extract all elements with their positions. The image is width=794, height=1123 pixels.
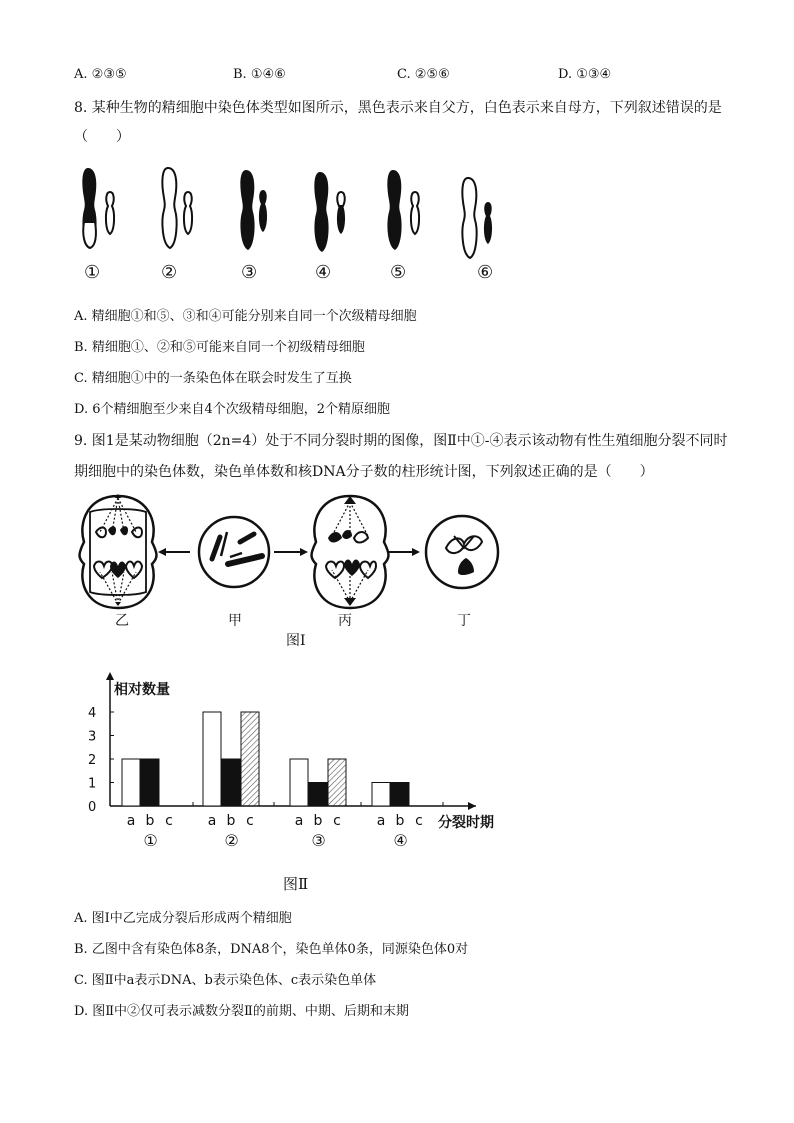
cell-label-2: ②	[161, 262, 178, 283]
cell-name-yi: 乙	[115, 613, 129, 629]
figure-1-caption: 图Ⅰ	[286, 633, 306, 649]
cell-yi	[80, 494, 157, 608]
bar-b	[141, 759, 159, 806]
figure-2-bar-chart	[80, 668, 520, 858]
q9-option-a: A. 图Ⅰ中乙完成分裂后形成两个精细胞	[74, 911, 292, 926]
x-axis-arrow	[468, 802, 476, 810]
sub-label-c: c	[246, 813, 254, 829]
bar-c	[328, 759, 346, 806]
q7-option-d: D. ①③④	[558, 67, 612, 82]
figure-2-caption: 图Ⅱ	[283, 875, 309, 893]
q9-stem-line1: 9. 图1是某动物细胞（2n=4）处于不同分裂时期的图像，图Ⅱ中①-④表示该动物有性生殖细胞分裂不同时	[74, 433, 728, 449]
bar-c	[241, 712, 259, 806]
bar-b	[222, 759, 240, 806]
x-axis-label: 分裂时期	[438, 815, 494, 831]
q7-option-b: B. ①④⑥	[233, 67, 286, 82]
cell-name-jia: 甲	[228, 613, 242, 629]
sub-label-a: a	[294, 813, 304, 829]
y-tick-label: 1	[88, 776, 97, 792]
q9-option-c: C. 图Ⅱ中a表示DNA、b表示染色体、c表示染色单体	[74, 973, 377, 988]
chromosome-set-3	[240, 170, 267, 250]
y-tick-label: 0	[88, 800, 97, 815]
cell-bing	[312, 496, 389, 608]
cell-name-ding: 丁	[457, 613, 471, 629]
sub-label-c: c	[165, 813, 173, 829]
sub-label-c: c	[415, 813, 423, 829]
cell-ding	[426, 516, 498, 588]
q8-stem-line1: 8. 某种生物的精细胞中染色体类型如图所示，黑色表示来自父方，白色表示来自母方，下列叙述错误的是	[74, 100, 722, 116]
q8-chromosome-figure	[70, 160, 510, 290]
chromosome-set-6	[462, 178, 492, 258]
q8-option-d: D. 6个精细胞至少来自4个次级精母细胞，2个精原细胞	[74, 402, 391, 417]
chromosome-set-2	[162, 168, 192, 248]
figure-1-cells	[70, 492, 510, 612]
q9-option-b: B. 乙图中含有染色体8条，DNA8个，染色单体0条，同源染色体0对	[74, 942, 469, 957]
q9-stem-line2: 期细胞中的染色体数，染色单体数和核DNA分子数的柱形统计图，下列叙述正确的是（ ）	[74, 464, 654, 480]
category-label: ②	[224, 831, 239, 850]
y-axis-arrow	[106, 672, 114, 680]
category-label: ①	[143, 831, 158, 850]
q8-option-b: B. 精细胞①、②和⑤可能来自同一个初级精母细胞	[74, 340, 365, 355]
cell-label-5: ⑤	[390, 262, 407, 283]
cell-label-1: ①	[84, 262, 101, 283]
sub-label-b: b	[395, 813, 405, 829]
sub-label-b: b	[145, 813, 155, 829]
q8-option-a: A. 精细胞①和⑤、③和④可能分别来自同一个次级精母细胞	[74, 309, 417, 324]
cell-jia	[199, 517, 269, 587]
cell-name-bing: 丙	[338, 613, 352, 629]
bar-a	[122, 759, 140, 806]
chromosome-set-5	[387, 170, 419, 250]
y-tick-label: 2	[88, 753, 97, 768]
sub-label-c: c	[333, 813, 341, 829]
chromosome-set-4	[314, 172, 345, 252]
q8-stem-line2: （ ）	[74, 129, 130, 145]
category-label: ④	[393, 831, 408, 850]
q9-option-d: D. 图Ⅱ中②仅可表示减数分裂Ⅱ的前期、中期、后期和末期	[74, 1004, 409, 1019]
q8-option-c: C. 精细胞①中的一条染色体在联会时发生了互换	[74, 371, 352, 386]
sub-label-a: a	[376, 813, 386, 829]
bar-a	[290, 759, 308, 806]
bar-b	[391, 783, 409, 807]
y-tick-label: 4	[88, 706, 97, 721]
cell-label-3: ③	[241, 262, 258, 283]
bar-a	[203, 712, 221, 806]
cell-label-6: ⑥	[477, 262, 494, 283]
q7-option-a: A. ②③⑤	[74, 67, 127, 82]
sub-label-a: a	[126, 813, 136, 829]
y-tick-label: 3	[88, 729, 97, 745]
sub-label-a: a	[207, 813, 217, 829]
y-axis-label: 相对数量	[114, 682, 170, 698]
chromosome-set-1	[82, 168, 114, 248]
bar-b	[309, 783, 327, 807]
bar-a	[372, 783, 390, 807]
q7-option-c: C. ②⑤⑥	[397, 67, 450, 82]
category-label: ③	[311, 831, 326, 850]
sub-label-b: b	[313, 813, 323, 829]
sub-label-b: b	[226, 813, 236, 829]
cell-label-4: ④	[315, 262, 332, 283]
